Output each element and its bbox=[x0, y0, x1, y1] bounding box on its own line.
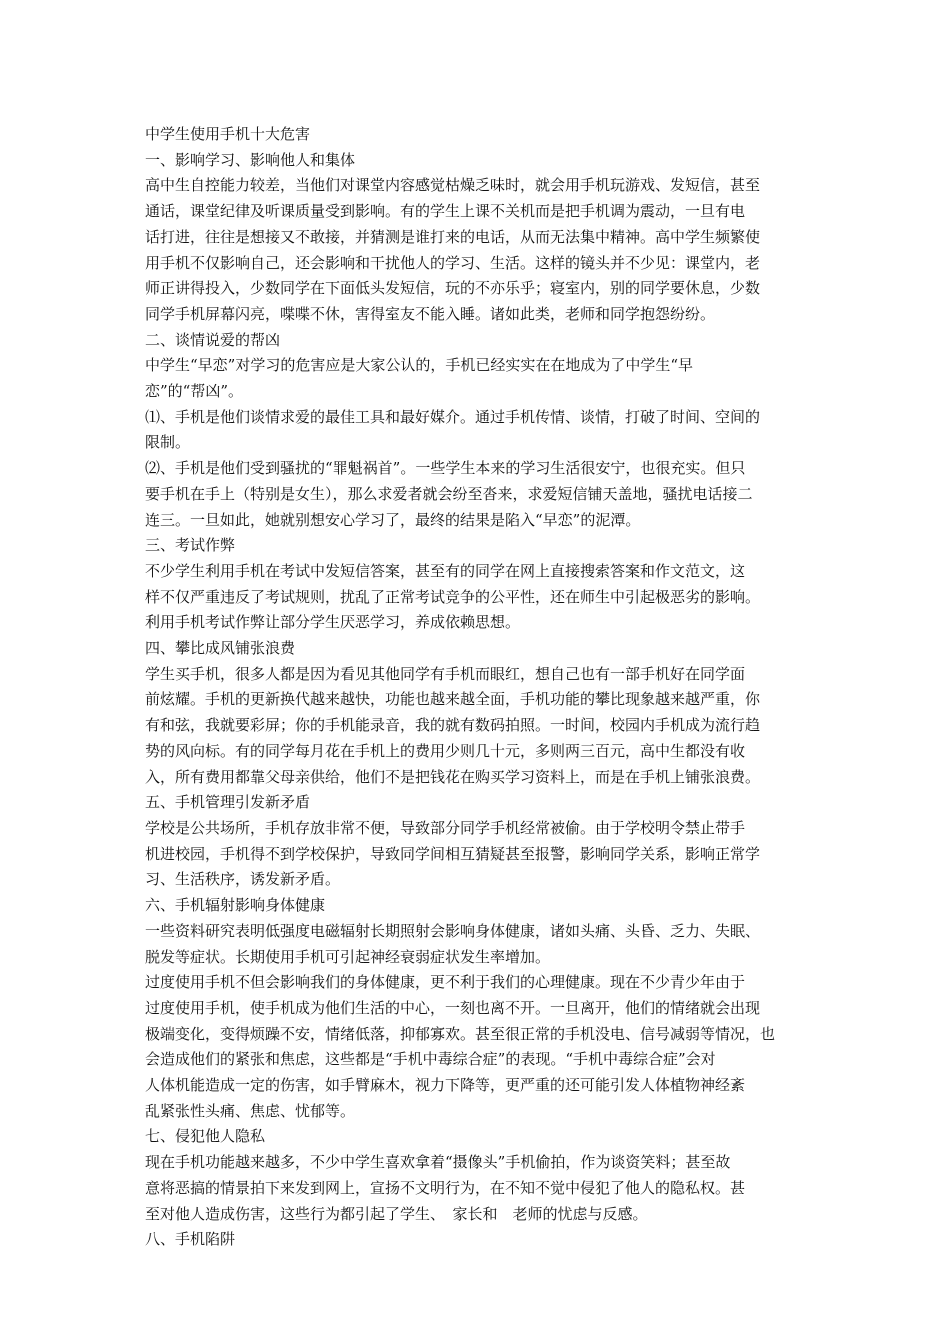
paragraph-line: 有和弦，我就要彩屏；你的手机能录音，我的就有数码拍照。一时间，校园内手机成为流行趋 bbox=[145, 716, 761, 735]
paragraph-line: 用手机不仅影响自己，还会影响和干扰他人的学习、生活。这样的镜头并不少见：课堂内，老 bbox=[145, 253, 761, 272]
section-heading: 二、谈情说爱的帮凶 bbox=[145, 330, 281, 349]
paragraph-line: 机进校园，手机得不到学校保护，导致同学间相互猜疑甚至报警，影响同学关系，影响正常学 bbox=[145, 844, 761, 863]
paragraph-line: 会造成他们的紧张和焦虑，这些都是“手机中毒综合症”的表现。“手机中毒综合症”会对 bbox=[145, 1050, 716, 1069]
paragraph-line: 恋”的“帮凶”。 bbox=[145, 382, 244, 401]
paragraph-line: 意将恶搞的情景拍下来发到网上，宣扬不文明行为，在不知不觉中侵犯了他人的隐私权。甚 bbox=[145, 1178, 746, 1197]
paragraph-line: 利用手机考试作弊让部分学生厌恶学习，养成依赖思想。 bbox=[145, 613, 521, 632]
section-heading: 六、手机辐射影响身体健康 bbox=[145, 896, 326, 915]
paragraph-line: 入，所有费用都靠父母亲供给，他们不是把钱花在购买学习资料上，而是在手机上铺张浪费。 bbox=[145, 767, 761, 786]
document-body bbox=[145, 148, 813, 1253]
paragraph-line: 前炫耀。手机的更新换代越来越快，功能也越来越全面，手机功能的攀比现象越来越严重，你 bbox=[145, 690, 761, 709]
paragraph-line: 通话，课堂纪律及听课质量受到影响。有的学生上课不关机而是把手机调为震动，一旦有电 bbox=[145, 202, 746, 221]
paragraph-line: 不少学生利用手机在考试中发短信答案，甚至有的同学在网上直接搜索答案和作文范文，这 bbox=[145, 561, 746, 580]
paragraph-line: 一些资料研究表明低强度电磁辐射长期照射会影响身体健康，诸如头痛、头昏、乏力、失眠、 bbox=[145, 921, 761, 940]
section-heading: 五、手机管理引发新矛盾 bbox=[145, 793, 311, 812]
paragraph-line: 人体机能造成一定的伤害，如手臂麻木，视力下降等，更严重的还可能引发人体植物神经紊 bbox=[145, 1076, 746, 1095]
paragraph-line: 极端变化，变得烦躁不安，情绪低落，抑郁寡欢。甚至很正常的手机没电、信号减弱等情况，也 bbox=[145, 1024, 776, 1043]
paragraph-line: ⑵、手机是他们受到骚扰的“罪魁祸首”。一些学生本来的学习生活很安宁，也很充实。但只 bbox=[145, 459, 746, 478]
section-heading: 一、影响学习、影响他人和集体 bbox=[145, 150, 356, 169]
document-title: 中学生使用手机十大危害 bbox=[145, 125, 311, 143]
paragraph-line: 限制。 bbox=[145, 433, 191, 452]
paragraph-line: 学生买手机，很多人都是因为看见其他同学有手机而眼红，想自己也有一部手机好在同学面 bbox=[145, 664, 746, 683]
paragraph-line: 中学生“早恋”对学习的危害应是大家公认的，手机已经实实在在地成为了中学生“早 bbox=[145, 356, 694, 375]
paragraph-line: 现在手机功能越来越多，不少中学生喜欢拿着“摄像头”手机偷拍，作为谈资笑料；甚至故 bbox=[145, 1153, 731, 1172]
paragraph-line: 师正讲得投入，少数同学在下面低头发短信，玩的不亦乐乎；寝室内，别的同学要休息，少数 bbox=[145, 279, 761, 298]
paragraph-line: 连三。一旦如此，她就别想安心学习了，最终的结果是陷入“早恋”的泥潭。 bbox=[145, 510, 641, 529]
paragraph-line: 样不仅严重违反了考试规则，扰乱了正常考试竞争的公平性，还在师生中引起极恶劣的影响。 bbox=[145, 587, 761, 606]
section-heading: 七、侵犯他人隐私 bbox=[145, 1127, 266, 1146]
paragraph-line: 至对他人造成伤害，这些行为都引起了学生、 家长和 老师的忧虑与反感。 bbox=[145, 1204, 648, 1223]
paragraph-line: 势的风向标。有的同学每月花在手机上的费用少则几十元，多则两三百元，高中生都没有收 bbox=[145, 741, 746, 760]
paragraph-line: 过度使用手机不但会影响我们的身体健康，更不利于我们的心理健康。现在不少青少年由于 bbox=[145, 973, 746, 992]
paragraph-line: 要手机在手上（特别是女生），那么求爱者就会纷至沓来，求爱短信铺天盖地，骚扰电话接二 bbox=[145, 484, 753, 503]
paragraph-line: 高中生自控能力较差，当他们对课堂内容感觉枯燥乏味时，就会用手机玩游戏、发短信，甚至 bbox=[145, 176, 761, 195]
paragraph-line: ⑴、手机是他们谈情求爱的最佳工具和最好媒介。通过手机传情、谈情，打破了时间、空间的 bbox=[145, 407, 761, 426]
document-page bbox=[145, 122, 813, 1253]
section-heading: 三、考试作弊 bbox=[145, 536, 236, 555]
paragraph-line: 习、生活秩序，诱发新矛盾。 bbox=[145, 870, 341, 889]
paragraph-line: 同学手机屏幕闪亮，喋喋不休，害得室友不能入睡。诸如此类，老师和同学抱怨纷纷。 bbox=[145, 304, 716, 323]
section-heading: 四、攀比成风铺张浪费 bbox=[145, 639, 296, 658]
paragraph-line: 学校是公共场所，手机存放非常不便，导致部分同学手机经常被偷。由于学校明令禁止带手 bbox=[145, 818, 746, 837]
paragraph-line: 脱发等症状。长期使用手机可引起神经衰弱症状发生率增加。 bbox=[145, 947, 551, 966]
paragraph-line: 乱紧张性头痛、焦虑、忧郁等。 bbox=[145, 1101, 356, 1120]
paragraph-line: 过度使用手机，使手机成为他们生活的中心，一刻也离不开。一旦离开，他们的情绪就会出现 bbox=[145, 998, 761, 1017]
section-heading: 八、手机陷阱 bbox=[145, 1230, 236, 1249]
paragraph-line: 话打进，往往是想接又不敢接，并猜测是谁打来的电话，从而无法集中精神。高中学生频繁使 bbox=[145, 227, 761, 246]
